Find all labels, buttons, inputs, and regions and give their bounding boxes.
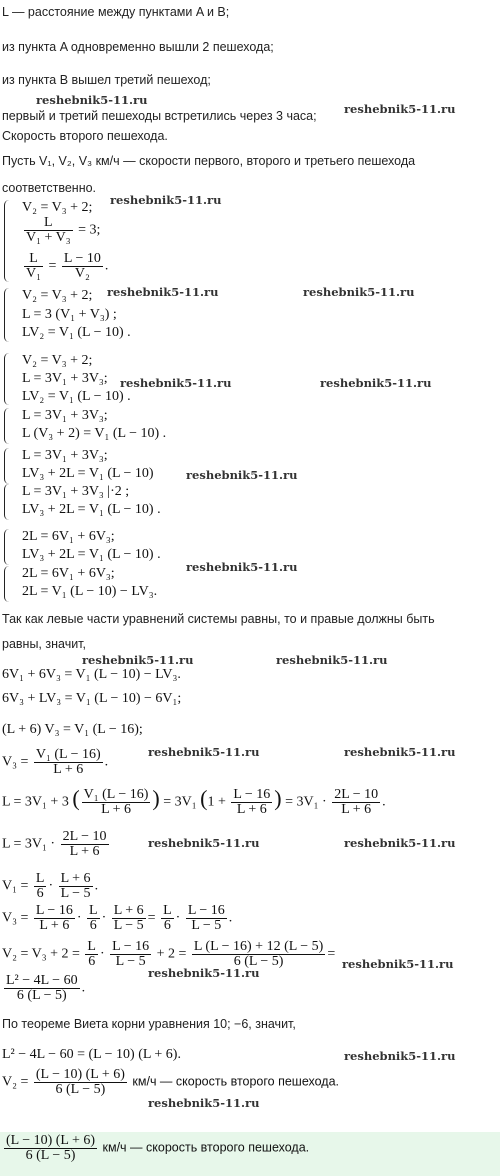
text-line: Скорость второго пешехода. (2, 129, 168, 143)
numerator: L (24, 216, 73, 231)
denominator: L − 5 (115, 954, 146, 969)
watermark: reshebnik5-11.ru (320, 376, 432, 390)
math-line: L² − 4L − 60 = (L − 10) (L + 6). (2, 1047, 181, 1062)
watermark: reshebnik5-11.ru (148, 1096, 260, 1110)
math-fraction-line (22, 216, 100, 245)
denominator: V₁ + V₃ (26, 230, 71, 245)
numerator: 2L − 10 (334, 787, 379, 802)
denominator: 6 (89, 918, 97, 933)
math-fraction-line: $\frac{L}{\text{V₁}}$ = $\frac{L - 10}{\text{V₂}}$ . (26, 251, 109, 281)
numerator: L − 10 (63, 251, 101, 266)
numerator: L − 16 (233, 787, 271, 802)
text-line: из пункта B вышел третий пешеход; (2, 73, 211, 87)
math-line: V₂ = V₃ + 2; (22, 288, 93, 303)
denominator: L + 6 (53, 762, 84, 777)
system-brace (4, 484, 9, 520)
numerator: (L − 10) (L + 6) (6, 1133, 96, 1148)
denominator: L − 5 (113, 918, 144, 933)
watermark: reshebnik5-11.ru (82, 653, 194, 667)
system-brace (4, 566, 9, 602)
watermark: reshebnik5-11.ru (148, 836, 260, 850)
denominator: 6 (88, 954, 96, 969)
math-line: LV₃ + 2L = V₁ (L − 10) (22, 466, 154, 481)
numerator: L (89, 903, 98, 918)
numerator: L (163, 903, 172, 918)
denominator: 6 (L − 5) (55, 1082, 106, 1097)
math-text: + 2 = (156, 946, 187, 962)
math-fraction-line: V₂ = V₃ + 2 = $\frac{L}{6}$ · $\frac{L - 16}{L - 5}$ + 2 = $\frac{L (L - 16) + 12 (L - 5)}{6 (L - 5)}$ = (2, 939, 336, 969)
numerator: V₁ (L − 16) (83, 787, 149, 802)
system-brace (4, 448, 9, 484)
math-line: L (V₃ + 2) = V₁ (L − 10) . (22, 426, 167, 441)
math-fraction-line: V₃ = $\frac{L - 16}{L + 6}$ · $\frac{L}{6}$ · $\frac{L + 6}{L - 5}$ = $\frac{L}{6}$ · $\frac{L - 16}{L - 5}$ . (2, 903, 233, 933)
watermark: reshebnik5-11.ru (148, 745, 260, 759)
watermark: reshebnik5-11.ru (303, 285, 415, 299)
math-text: 1 + (207, 794, 226, 810)
numerator: L (87, 939, 96, 954)
denominator: 6 (163, 918, 171, 933)
text-line: Пусть V₁, V₂, V₃ км/ч — скорости первого, второго и третьего пешехода (2, 154, 416, 168)
math-line: LV₂ = V₁ (L − 10) . (22, 389, 131, 404)
system-brace (4, 529, 9, 565)
math-line: LV₂ = V₁ (L − 10) . (22, 325, 131, 340)
unit-text: км/ч — скорость второго пешехода. (102, 1140, 310, 1155)
watermark: reshebnik5-11.ru (344, 745, 456, 759)
math-line: V₂ = V₃ + 2; (22, 353, 93, 368)
math-fraction-line: L = 3V₁ + 3 ( $\frac{\text{V₁ (L − 16)}}{L + 6}$ ) = 3V₁ (1 + $\frac{L - 16}{L + 6}$ ) = 3V₁ · $\frac{2L - 10}{L + 6}$ . (2, 785, 386, 817)
numerator: L + 6 (60, 871, 91, 886)
watermark: reshebnik5-11.ru (120, 376, 232, 390)
math-line: L = 3V₁ + 3V₃; (22, 371, 108, 386)
math-text: L = 3V₁ · (2, 836, 56, 852)
denominator: L + 6 (39, 918, 70, 933)
numerator: L (L − 16) + 12 (L − 5) (193, 939, 324, 954)
math-line: 2L = V₁ (L − 10) − LV₃. (22, 584, 158, 599)
watermark: reshebnik5-11.ru (344, 1049, 456, 1063)
system-brace (4, 408, 9, 444)
math-line: 2L = 6V₁ + 6V₃; (22, 566, 115, 581)
math-fraction-line: V₃ = $\frac{\text{V₁ (L − 16)}}{L + 6}$ . (2, 747, 109, 777)
math-text: = 3; (78, 222, 101, 238)
denominator: 6 (36, 886, 44, 901)
watermark: reshebnik5-11.ru (110, 193, 222, 207)
system-brace (4, 288, 9, 342)
text-line: L — расстояние между пунктами A и B; (2, 5, 230, 19)
answer-line (2, 1134, 309, 1163)
math-text: V₃ = (2, 754, 29, 770)
denominator: L + 6 (341, 802, 372, 817)
math-fraction-line (2, 1068, 339, 1097)
watermark: reshebnik5-11.ru (186, 468, 298, 482)
unit-text: км/ч — скорость второго пешехода. (132, 1074, 340, 1089)
math-line: LV₃ + 2L = V₁ (L − 10) . (22, 547, 161, 562)
math-text: V₃ = (2, 910, 29, 926)
math-line: 6V₃ + LV₃ = V₁ (L − 10) − 6V₁; (2, 691, 182, 706)
denominator: L + 6 (69, 844, 100, 859)
system-brace (4, 353, 9, 405)
math-fraction-line (2, 830, 111, 859)
math-fraction-line: V₁ = $\frac{L}{6}$ · $\frac{L + 6}{L - 5}$ . (2, 871, 99, 901)
math-line: L = 3V₁ + 3V₃; (22, 408, 108, 423)
watermark: reshebnik5-11.ru (344, 102, 456, 116)
system-brace (4, 200, 9, 282)
numerator: L − 16 (187, 903, 225, 918)
numerator: L − 16 (112, 939, 150, 954)
math-text: L = 3V₁ + 3 (2, 794, 69, 810)
denominator: V₁ (26, 266, 41, 281)
math-fraction-line: $\frac{\text{L² − 4L − 60}}{6 (L - 5)}$ . (6, 973, 86, 1003)
numerator: V₁ (L − 16) (35, 747, 101, 762)
numerator: (L − 10) (L + 6) (35, 1067, 125, 1082)
denominator: 6 (L − 5) (25, 1148, 76, 1163)
watermark: reshebnik5-11.ru (342, 957, 454, 971)
text-line: соответственно. (2, 181, 97, 195)
watermark: reshebnik5-11.ru (344, 836, 456, 850)
math-line: (L + 6) V₃ = V₁ (L − 16); (2, 722, 143, 737)
math-line: V₂ = V₃ + 2; (22, 200, 93, 215)
denominator: 6 (L − 5) (233, 954, 284, 969)
numerator: L − 16 (35, 903, 73, 918)
numerator: L² − 4L − 60 (6, 973, 78, 988)
math-line: 2L = 6V₁ + 6V₃; (22, 529, 115, 544)
numerator: L (24, 252, 43, 267)
denominator: 6 (L − 5) (16, 988, 67, 1003)
watermark: reshebnik5-11.ru (107, 285, 219, 299)
text-line: По теореме Виета корни уравнения 10; −6, значит, (2, 1017, 296, 1031)
denominator: L + 6 (101, 802, 131, 817)
watermark: reshebnik5-11.ru (36, 93, 148, 107)
numerator: L (35, 871, 45, 886)
math-text: V₁ = (2, 878, 29, 894)
numerator: 2L − 10 (62, 829, 107, 844)
text-line: первый и третий пешеходы встретились через 3 часа; (2, 109, 317, 123)
math-line: 6V₁ + 6V₃ = V₁ (L − 10) − LV₃. (2, 667, 181, 682)
math-text: V₂ = (2, 1074, 29, 1090)
text-line: равны, значит, (2, 637, 86, 651)
numerator: L + 6 (113, 903, 144, 918)
denominator: V₂ (74, 266, 90, 281)
watermark: reshebnik5-11.ru (276, 653, 388, 667)
math-text: V₂ = V₃ + 2 = (2, 946, 80, 962)
text-line: Так как левые части уравнений системы равны, то и правые должны быть (2, 612, 435, 626)
denominator: L − 5 (191, 918, 222, 933)
watermark: reshebnik5-11.ru (186, 560, 298, 574)
denominator: L − 5 (60, 886, 91, 901)
math-line: L = 3 (V₁ + V₃) ; (22, 307, 117, 322)
math-text: = 3V₁ · (285, 794, 327, 810)
math-line: L = 3V₁ + 3V₃; (22, 448, 108, 463)
math-text: = 3V₁ (163, 794, 197, 810)
math-line: L = 3V₁ + 3V₃ |·2 ; (22, 484, 130, 499)
watermark: reshebnik5-11.ru (148, 966, 260, 980)
denominator: L + 6 (236, 802, 267, 817)
math-line: LV₃ + 2L = V₁ (L − 10) . (22, 502, 161, 517)
text-line: из пункта A одновременно вышли 2 пешехода; (2, 40, 274, 54)
